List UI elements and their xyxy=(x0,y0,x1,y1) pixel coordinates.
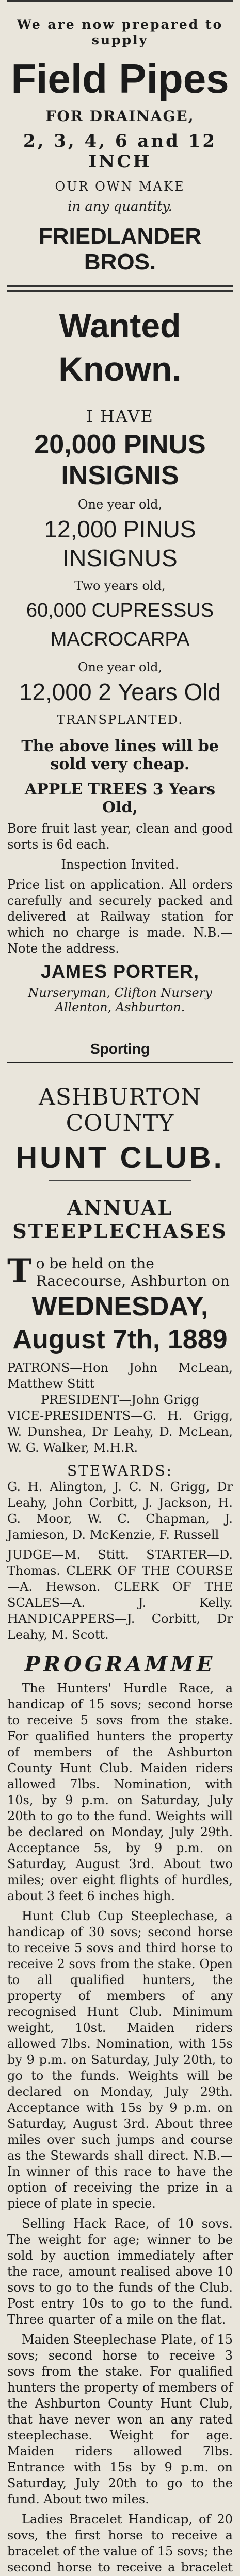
stock-line: 60,000 CUPRESSUS MACROCARPA xyxy=(26,600,214,650)
stock-line: One year old, xyxy=(77,497,163,512)
divider xyxy=(49,1180,191,1181)
stock-line: 12,000 2 Years Old xyxy=(19,679,221,705)
officials: JUDGE—M. Stitt. STARTER—D. Thomas. CLERK OF THE COURSE—A. Hewson. CLERK OF THE SCALES—A. J. Kelly. HANDICAPPERS—J. Corbitt, Dr Leahy, M. Scott. xyxy=(7,1548,233,1642)
race-event: Selling Hack Race, of 10 sovs. The weight for age; winner to be sold by auction immediately after the race, amount realised above 10 sovs to go to the funds of the Club. Post entry 10s to go to the fund. Three quarter of a mile on the flat. xyxy=(7,2216,233,2327)
event-date: WEDNESDAY, August 7th, 1889 xyxy=(12,1292,228,1354)
hunt-club-advert xyxy=(7,1084,233,2576)
section-heading: Sporting xyxy=(90,1041,150,1057)
advert-subtitle: FOR DRAINAGE, xyxy=(45,108,195,125)
held-on xyxy=(7,1252,233,1291)
advert-title: Wanted Known. xyxy=(58,307,182,388)
wanted-known-advert xyxy=(7,290,233,1025)
advertiser-name: JAMES PORTER, xyxy=(40,961,200,982)
vice-presidents: VICE-PRESIDENTS—G. H. Grigg, W. Dunshea, Dr Leahy, D. McLean, W. G. Walker, M.H.R. xyxy=(7,1409,233,1455)
club-name: ASHBURTON COUNTY xyxy=(39,1084,201,1137)
advert-body: Price list on application. All orders carefully and securely packed and delivered at Railway station for which no charge is made. N.B.—Note the address. xyxy=(7,877,233,956)
advert-heading: We are now prepared to supply xyxy=(17,17,223,47)
divider xyxy=(7,1062,233,1063)
advert-body: Bore fruit last year, clean and good sorts is 6d each. xyxy=(7,821,233,852)
field-pipes-advert xyxy=(7,0,233,287)
own-make: OUR OWN MAKE xyxy=(55,179,185,194)
programme-heading: PROGRAMME xyxy=(24,1652,216,1676)
president: PRESIDENT—John Grigg xyxy=(40,1393,200,1407)
held-on-text: o be held on the Racecourse, Ashburton on xyxy=(36,1255,230,1290)
advert-title: Field Pipes xyxy=(11,56,229,101)
advert-body: Inspection Invited. xyxy=(61,857,179,872)
advertiser-address: Nurseryman, Clifton Nursery Allenton, Ashburton. xyxy=(28,986,212,1014)
firm-name: FRIEDLANDER BROS. xyxy=(38,224,202,275)
stewards-list: G. H. Alington, J. C. N. Grigg, Dr Leahy, John Corbitt, J. Jackson, H. G. Moor, W. C. Chapman, J. Jamieson, D. McKenzie, F. Russell xyxy=(7,1480,233,1542)
club-name-large: HUNT CLUB. xyxy=(15,1141,225,1175)
race-event: Hunt Club Cup Steeplechase, a handicap of 30 sovs; second horse to receive 5 sovs and third horse to receive 2 sovs from the stake. Open to all qualified hunters, the property of members of any recognised Hunt Club. Minimum weight, 10st. Maiden riders allowed 7lbs. Nomination, with 15s by 9 p.m. on Saturday, July 20th, to go to the funds. Weights will be declared on Monday, July 29th. Acceptance with 15s by 9 p.m. on Saturday, August 3rd. About three miles over such jumps and course as the Stewards shall direct. N.B.—In winner of this race to have the option of receiving the prize in a piece of plate in specie. xyxy=(7,1909,233,2211)
price-note: The above lines will be sold very cheap. xyxy=(21,737,219,773)
drop-cap: T xyxy=(7,1252,32,1291)
quantity-note: in any quantity. xyxy=(68,199,172,214)
race-event: The Hunters' Hurdle Race, a handicap of 15 sovs; second horse to receive 5 sovs from the stake. For qualified hunters the property of members of the Ashburton County Hunt Club. Maiden riders allowed 7lbs. Nomination, with 10s, by 9 p.m. on Saturday, July 20th to go to the fund. Weights will be declared on Monday, July 29th. Acceptance 5s, by 9 p.m. on Saturday, August 3rd. About two miles; over eight flights of hurdles, about 3 feet 6 inches high. xyxy=(7,1681,233,1903)
apple-trees: APPLE TREES 3 Years Old, xyxy=(24,781,216,817)
stock-line: 20,000 PINUS INSIGNIS xyxy=(34,430,206,490)
stock-line: One year old, xyxy=(77,660,163,674)
race-event: Maiden Steeplechase Plate, of 15 sovs; second horse to receive 3 sovs from the stake. For qualified hunters the property of members of the Ashburton County Hunt Club, that have never won an any rated steeplechase. Weight for age. Maiden riders allowed 7lbs. Entrance with 15s by 9 p.m. on Saturday, July 20th to go to the fund. About two miles. xyxy=(7,2332,233,2506)
stewards-heading: STEWARDS: xyxy=(67,1462,173,1479)
stock-line: Two years old, xyxy=(74,579,166,593)
programme-events xyxy=(7,1681,233,2576)
patrons: PATRONS—Hon John McLean, Matthew Stitt xyxy=(7,1361,233,1391)
stock-line: 12,000 PINUS INSIGNUS xyxy=(44,516,196,571)
race-event: Ladies Bracelet Handicap, of 20 sovs, the first horse to receive a bracelet of the value of 15 sovs; the second horse to receive a bracelet xyxy=(7,2512,233,2574)
pipe-sizes: 2, 3, 4, 6 and 12 INCH xyxy=(23,131,217,172)
stock-line: I HAVE xyxy=(86,406,154,426)
event-title: ANNUAL STEEPLECHASES xyxy=(12,1196,228,1243)
stock-line: TRANSPLANTED. xyxy=(57,713,183,727)
